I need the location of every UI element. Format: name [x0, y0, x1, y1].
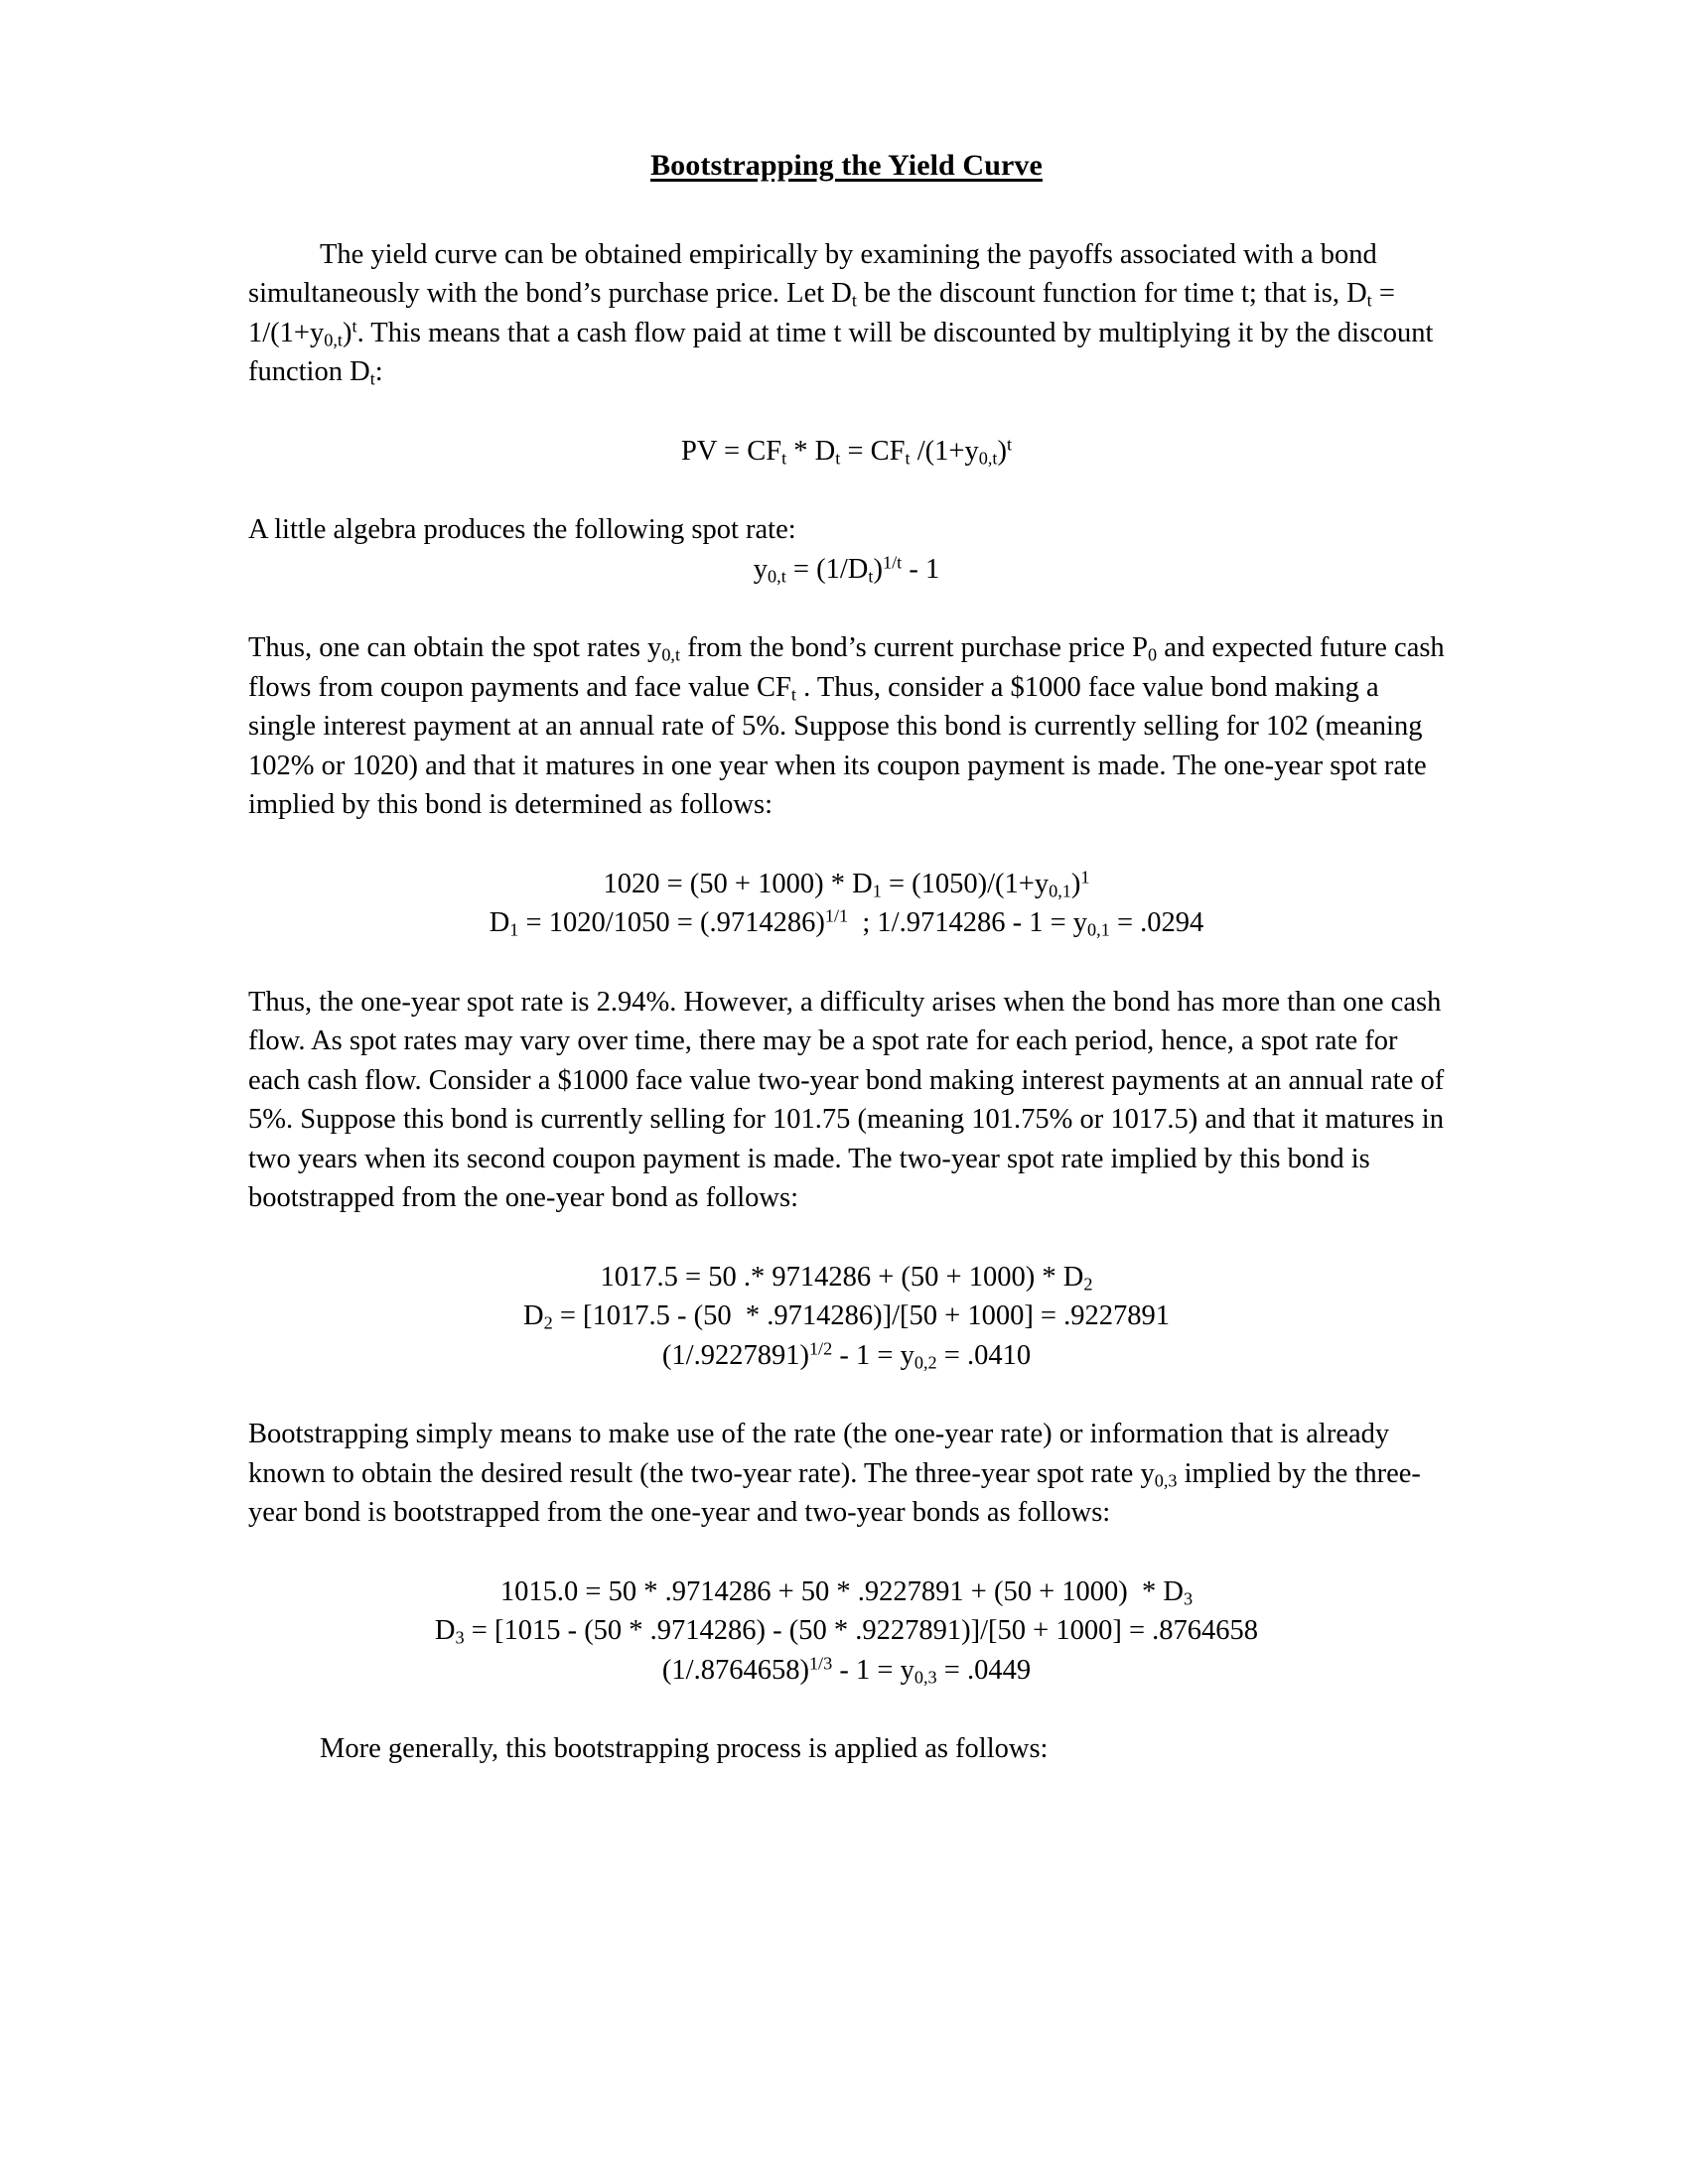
subscript-t-1: t — [851, 290, 857, 311]
p3-sub3: t — [790, 683, 796, 704]
paragraph-two-year-setup — [248, 983, 1452, 1218]
p5-sub1: 0,3 — [1154, 1469, 1178, 1490]
eq5-l3-seg3: = .0449 — [936, 1654, 1032, 1686]
eq5-l2-sub1: 3 — [455, 1627, 465, 1648]
eq4-l2-sub1: 2 — [543, 1312, 553, 1333]
eq3-l1-sup3: 1 — [1080, 867, 1090, 887]
equation-three-year-bootstrap — [248, 1572, 1445, 1691]
eq1-seg3: = CF — [840, 435, 906, 467]
spacer-4 — [248, 825, 1445, 865]
p6-seg1: More generally, this bootstrapping process is applied as follows: — [320, 1733, 1049, 1764]
subscript-t-3: t — [369, 368, 375, 389]
eq4-l2-seg2: = [1017.5 - (50 * .9714286)]/[50 + 1000] = .9227891 — [552, 1300, 1171, 1331]
spacer-3 — [248, 589, 1445, 628]
equation-three-year-line-2 — [248, 1611, 1445, 1651]
eq1-sup5: t — [1006, 434, 1013, 455]
p3-sub1: 0,t — [661, 644, 681, 665]
p5-seg1: Bootstrapping simply means to make use of the rate (the one-year rate) or information that is already known to obtain the desired result (the two-year rate). The three-year spot rate y — [248, 1419, 1397, 1489]
eq4-l2-seg1: D — [522, 1300, 544, 1331]
paragraph-intro-text-6: : — [374, 356, 383, 387]
p3-seg1: Thus, one can obtain the spot rates y — [248, 632, 662, 663]
eq1-sub3: t — [905, 447, 911, 468]
eq5-l3-sup1: 1/3 — [808, 1653, 833, 1674]
eq2-sup3: 1/t — [882, 552, 903, 573]
eq5-l1-sub1: 3 — [1183, 1587, 1194, 1608]
spacer-9 — [248, 1690, 1445, 1729]
eq2-seg3: ) — [873, 553, 883, 585]
equation-three-year-line-1 — [248, 1572, 1445, 1612]
eq4-l3-seg2: - 1 = y — [832, 1339, 914, 1371]
paragraph-intro-text-5: . This means that a cash flow paid at time t will be discounted by multiplying it by the discount function D — [248, 317, 1441, 387]
eq3-l2-seg2: = 1020/1050 = (.9714286) — [518, 907, 825, 938]
eq1-seg5: ) — [997, 435, 1007, 467]
eq4-l3-seg1: (1/.9227891) — [661, 1339, 809, 1371]
equation-two-year-line-1 — [248, 1258, 1445, 1297]
eq5-l3-sub2: 0,3 — [914, 1666, 937, 1687]
spacer-6 — [248, 1218, 1445, 1258]
spacer-8 — [248, 1533, 1445, 1572]
eq1-seg4: /(1+y — [910, 435, 979, 467]
paragraph-one-year-setup — [248, 628, 1452, 825]
p3-seg2: from the bond’s current purchase price P — [680, 632, 1148, 663]
subscript-t-2: t — [1366, 290, 1372, 311]
eq1-sub2: t — [835, 447, 841, 468]
eq3-l2-seg1: D — [489, 907, 510, 938]
eq2-seg4: - 1 — [902, 553, 940, 585]
equation-present-value — [248, 432, 1445, 472]
eq3-l2-sub1: 1 — [509, 919, 519, 940]
page-content — [248, 149, 1452, 1769]
eq2-sub2: t — [868, 565, 874, 586]
eq5-l3-seg1: (1/.8764658) — [661, 1654, 809, 1686]
eq3-l1-seg2: = (1050)/(1+y — [881, 868, 1050, 899]
spacer-7 — [248, 1375, 1445, 1415]
eq3-l1-seg1: 1020 = (50 + 1000) * D — [603, 868, 873, 899]
paragraph-intro-text-3: = 1/(1+y — [248, 278, 1403, 348]
eq1-seg2: * D — [786, 435, 836, 467]
equation-one-year-line-1 — [248, 865, 1445, 904]
eq3-l1-sub1: 1 — [872, 880, 882, 900]
eq4-l1-seg1: 1017.5 = 50 .* 9714286 + (50 + 1000) * D — [600, 1261, 1084, 1293]
equation-two-year-line-3 — [248, 1336, 1445, 1376]
eq5-l2-seg1: D — [434, 1615, 456, 1646]
p3-seg4: . Thus, consider a $1000 face value bond making a single interest payment at an annual rate of 5%. Suppose this bond is currently selling for 102 (meaning 102% or 1020) and that it matures in one year when its coupon payment is made. The one-year spot rate implied by this bond is determined as follows: — [248, 671, 1434, 820]
paragraph-three-year-setup — [248, 1415, 1445, 1533]
eq2-seg1: y — [753, 553, 769, 585]
paragraph-algebra-text: A little algebra produces the following spot rate: — [248, 514, 796, 545]
eq3-l1-seg3: ) — [1070, 868, 1081, 899]
superscript-t-1: t — [352, 316, 357, 337]
equation-one-year-bootstrap — [248, 865, 1445, 943]
equation-spot-rate — [248, 550, 1445, 590]
eq4-l3-sup1: 1/2 — [808, 1338, 833, 1359]
eq5-l2-seg2: = [1015 - (50 * .9714286) - (50 * .9227891)]/[50 + 1000] = .8764658 — [464, 1615, 1259, 1646]
eq2-sub1: 0,t — [768, 565, 786, 586]
paragraph-intro-text-2: be the discount function for time t; that is, D — [856, 278, 1367, 309]
spacer-1 — [248, 392, 1445, 432]
eq5-l1-seg1: 1015.0 = 50 * .9714286 + 50 * .9227891 + (50 + 1000) * D — [499, 1575, 1184, 1607]
p5-seg2: implied by the three-year bond is bootstrapped from the one-year and two-year bonds as follows: — [248, 1457, 1421, 1528]
equation-present-value-line — [248, 432, 1445, 472]
spacer-5 — [248, 943, 1445, 983]
eq4-l1-sub1: 2 — [1083, 1273, 1093, 1294]
paragraph-algebra — [248, 510, 1445, 550]
p3-sub2: 0 — [1147, 644, 1158, 665]
spacer-2 — [248, 471, 1445, 510]
subscript-0t-1: 0,t — [324, 329, 343, 349]
eq2-seg2: = (1/D — [785, 553, 869, 585]
eq3-l2-sup2: 1/1 — [824, 905, 849, 926]
eq3-l1-sub2: 0,1 — [1049, 880, 1071, 900]
eq3-l2-sub3: 0,1 — [1087, 919, 1110, 940]
eq1-sub4: 0,t — [978, 447, 998, 468]
eq4-l3-seg3: = .0410 — [936, 1339, 1032, 1371]
eq5-l3-seg2: - 1 = y — [832, 1654, 914, 1686]
p4-seg1: Thus, the one-year spot rate is 2.94%. However, a difficulty arises when the bond has more than one cash flow. As spot rates may vary over time, there may be a spot rate for each period, hence, a spot rate for each cash flow. Consider a $1000 face value two-year bond making interest payments at an annual rate of 5%. Suppose this bond is currently selling for 101.75 (meaning 101.75% or 1017.5) and that it matures in two years when its second coupon payment is made. The two-year spot rate implied by this bond is bootstrapped from the one-year bond as follows: — [248, 986, 1452, 1213]
equation-two-year-line-2 — [248, 1297, 1445, 1336]
eq3-l2-seg3: ; 1/.9714286 - 1 = y — [848, 907, 1088, 938]
equation-spot-rate-line — [248, 550, 1445, 590]
page-title: Bootstrapping the Yield Curve — [650, 149, 1043, 182]
equation-one-year-line-2 — [248, 903, 1445, 943]
paragraph-intro-text-4: ) — [342, 317, 352, 348]
eq1-sub1: t — [781, 447, 787, 468]
paragraph-closing — [248, 1729, 1445, 1769]
eq1-seg1: PV = CF — [680, 435, 782, 467]
paragraph-intro — [248, 235, 1445, 392]
p3-seg3: and expected future cash flows from coupon payments and face value CF — [248, 632, 1452, 703]
equation-three-year-line-3 — [248, 1651, 1445, 1691]
eq3-l2-seg4: = .0294 — [1109, 907, 1204, 938]
equation-two-year-bootstrap — [248, 1258, 1445, 1376]
paragraph-intro-text-1: The yield curve can be obtained empirically by examining the payoffs associated with a bond simultaneously with the bond’s purchase price. Let D — [248, 238, 1384, 309]
eq4-l3-sub2: 0,2 — [914, 1351, 937, 1372]
